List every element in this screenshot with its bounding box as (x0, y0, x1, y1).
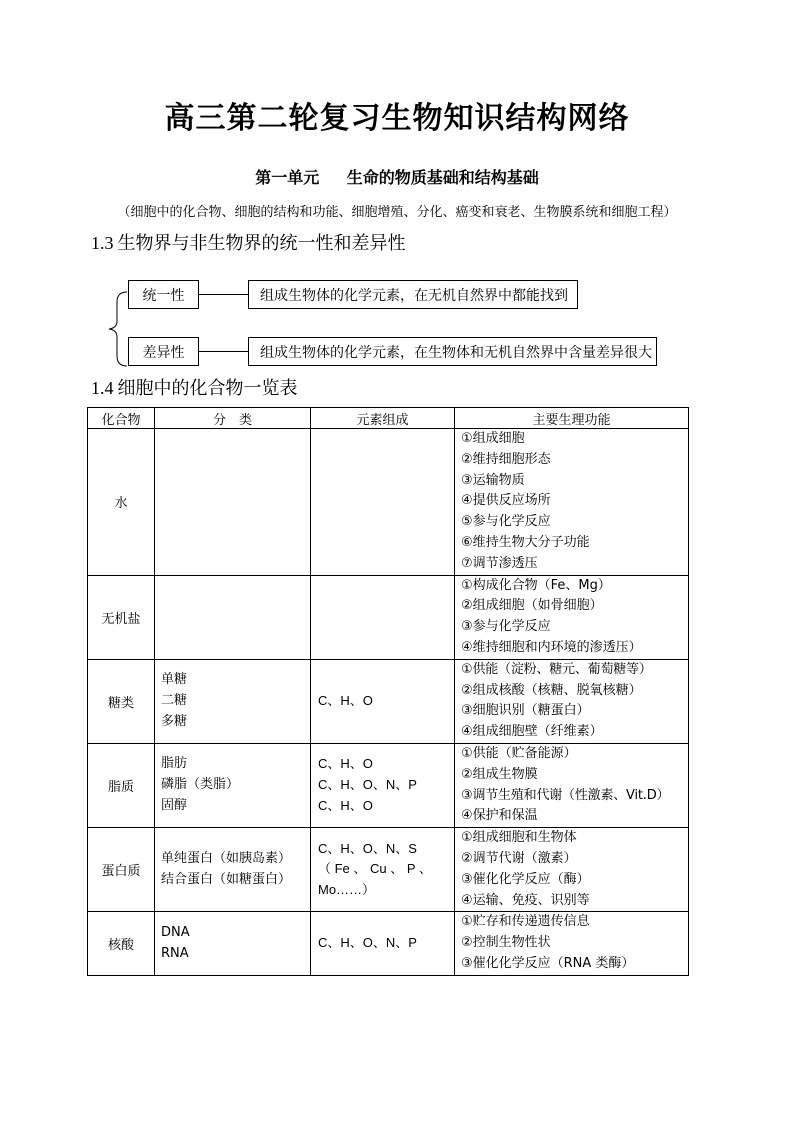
function-item: ④维持细胞和内环境的渗透压） (461, 639, 642, 655)
category-cell (155, 828, 311, 912)
table-row (88, 659, 689, 743)
function-item: ④运输、免疫、识别等 (461, 892, 590, 908)
function-item: ①组成细胞 (461, 431, 525, 446)
table-row (88, 912, 689, 975)
compound-name: 水 (88, 429, 155, 576)
header-category: 分 类 (155, 408, 311, 429)
table-row (88, 828, 689, 912)
compound-name: 无机盐 (88, 575, 155, 659)
function-item: ③运输物质 (461, 472, 525, 488)
functions-cell (455, 912, 689, 975)
element-item: Mo……） (318, 882, 376, 898)
function-item: ③参与化学反应 (461, 619, 551, 635)
function-item: ①供能（贮备能源） (461, 745, 577, 761)
unit-subtitle: （细胞中的化合物、细胞的结构和功能、细胞增殖、分化、癌变和衰老、生物膜系统和细胞工程） (117, 205, 677, 220)
functions-cell (455, 659, 689, 743)
element-item: C、H、O、N、P (318, 777, 417, 793)
element-item: C、H、O (318, 797, 373, 813)
element-item: C、H、O (318, 692, 373, 708)
section-number: 1.3 (91, 233, 114, 253)
elements-cell (311, 659, 455, 743)
element-item: C、H、O、N、S (318, 840, 417, 856)
function-item: ③调节生殖和代谢（性激素、Vit.D） (461, 787, 670, 803)
table-header-row (88, 408, 689, 429)
category-item: 单纯蛋白（如胰岛素） (161, 850, 292, 866)
category-item: DNA (161, 924, 190, 940)
unit-number: 第一单元 (255, 168, 320, 187)
function-item: ①供能（淀粉、糖元、葡萄糖等） (461, 661, 652, 677)
diagram-text-difference: 组成生物体的化学元素，在生物体和无机自然界中含量差异很大 (248, 337, 657, 366)
function-item: ③催化化学反应（酶） (461, 871, 590, 887)
function-item: ②维持细胞形态 (461, 451, 551, 467)
section-number: 1.4 (91, 378, 114, 398)
table-row (88, 743, 689, 827)
diagram-text-unity: 组成生物体的化学元素，在无机自然界中都能找到 (248, 280, 578, 309)
section-title: 生物界与非生物界的统一性和差异性 (117, 233, 406, 254)
category-item: 脂肪 (161, 756, 188, 772)
function-item: ③催化化学反应（RNA 类酶） (461, 955, 635, 971)
section-title: 细胞中的化合物一览表 (117, 378, 298, 399)
function-item: ①贮存和传递遗传信息 (461, 914, 590, 930)
function-item: ②组成生物膜 (461, 766, 538, 782)
section-1-3-heading (91, 229, 406, 255)
connector-line (199, 351, 248, 352)
function-item: ①构成化合物（Fe、Mg） (461, 577, 611, 593)
functions-cell (455, 743, 689, 827)
elements-cell (311, 828, 455, 912)
category-item: 二糖 (161, 692, 188, 708)
function-item: ⑦调节渗透压 (461, 555, 538, 571)
connector-line (199, 294, 248, 295)
function-item: ④提供反应场所 (461, 493, 551, 509)
category-item: 结合蛋白（如糖蛋白） (161, 871, 292, 887)
element-item: （ Fe 、 Cu 、 P 、 (318, 861, 432, 877)
function-item: ⑤参与化学反应 (461, 514, 551, 530)
function-item: ④组成细胞壁（纤维素） (461, 724, 603, 740)
functions-cell (455, 575, 689, 659)
category-cell (155, 912, 311, 975)
page-title: 高三第二轮复习生物知识结构网络 (164, 101, 630, 136)
elements-cell (311, 912, 455, 975)
category-item: 多糖 (161, 713, 188, 729)
header-compound: 化合物 (88, 408, 155, 429)
diagram-label-difference: 差异性 (128, 337, 199, 366)
compound-name: 蛋白质 (88, 828, 155, 912)
table-row (88, 429, 689, 576)
function-item: ②组成核酸（核糖、脱氧核糖） (461, 682, 642, 698)
function-item: ②调节代谢（激素） (461, 850, 577, 866)
function-item: ②组成细胞（如骨细胞） (461, 598, 603, 614)
category-cell (155, 575, 311, 659)
element-item: C、H、O (318, 756, 373, 772)
table-row (88, 575, 689, 659)
function-item: ⑥维持生物大分子功能 (461, 534, 590, 550)
elements-cell (311, 575, 455, 659)
functions-cell (455, 828, 689, 912)
function-item: ④保护和保温 (461, 808, 538, 824)
compound-name: 糖类 (88, 659, 155, 743)
unit-name: 生命的物质基础和结构基础 (346, 168, 539, 187)
category-cell (155, 429, 311, 576)
category-cell (155, 743, 311, 827)
section-1-4-heading (91, 374, 298, 400)
element-item: C、H、O、N、P (318, 935, 417, 951)
category-cell (155, 659, 311, 743)
category-item: 固醇 (161, 797, 188, 813)
function-item: ③细胞识别（糖蛋白） (461, 703, 590, 719)
function-item: ①组成细胞和生物体 (461, 830, 577, 846)
category-item: RNA (161, 945, 189, 961)
category-item: 磷脂（类脂） (161, 777, 240, 793)
compound-name: 脂质 (88, 743, 155, 827)
functions-cell (455, 429, 689, 576)
category-item: 单糖 (161, 672, 188, 688)
header-functions: 主要生理功能 (455, 408, 689, 429)
elements-cell (311, 743, 455, 827)
unit-heading (0, 165, 794, 188)
diagram-label-unity: 统一性 (128, 280, 199, 309)
header-elements: 元素组成 (311, 408, 455, 429)
compounds-table (87, 407, 689, 976)
function-item: ②控制生物性状 (461, 935, 551, 951)
elements-cell (311, 429, 455, 576)
compound-name: 核酸 (88, 912, 155, 975)
